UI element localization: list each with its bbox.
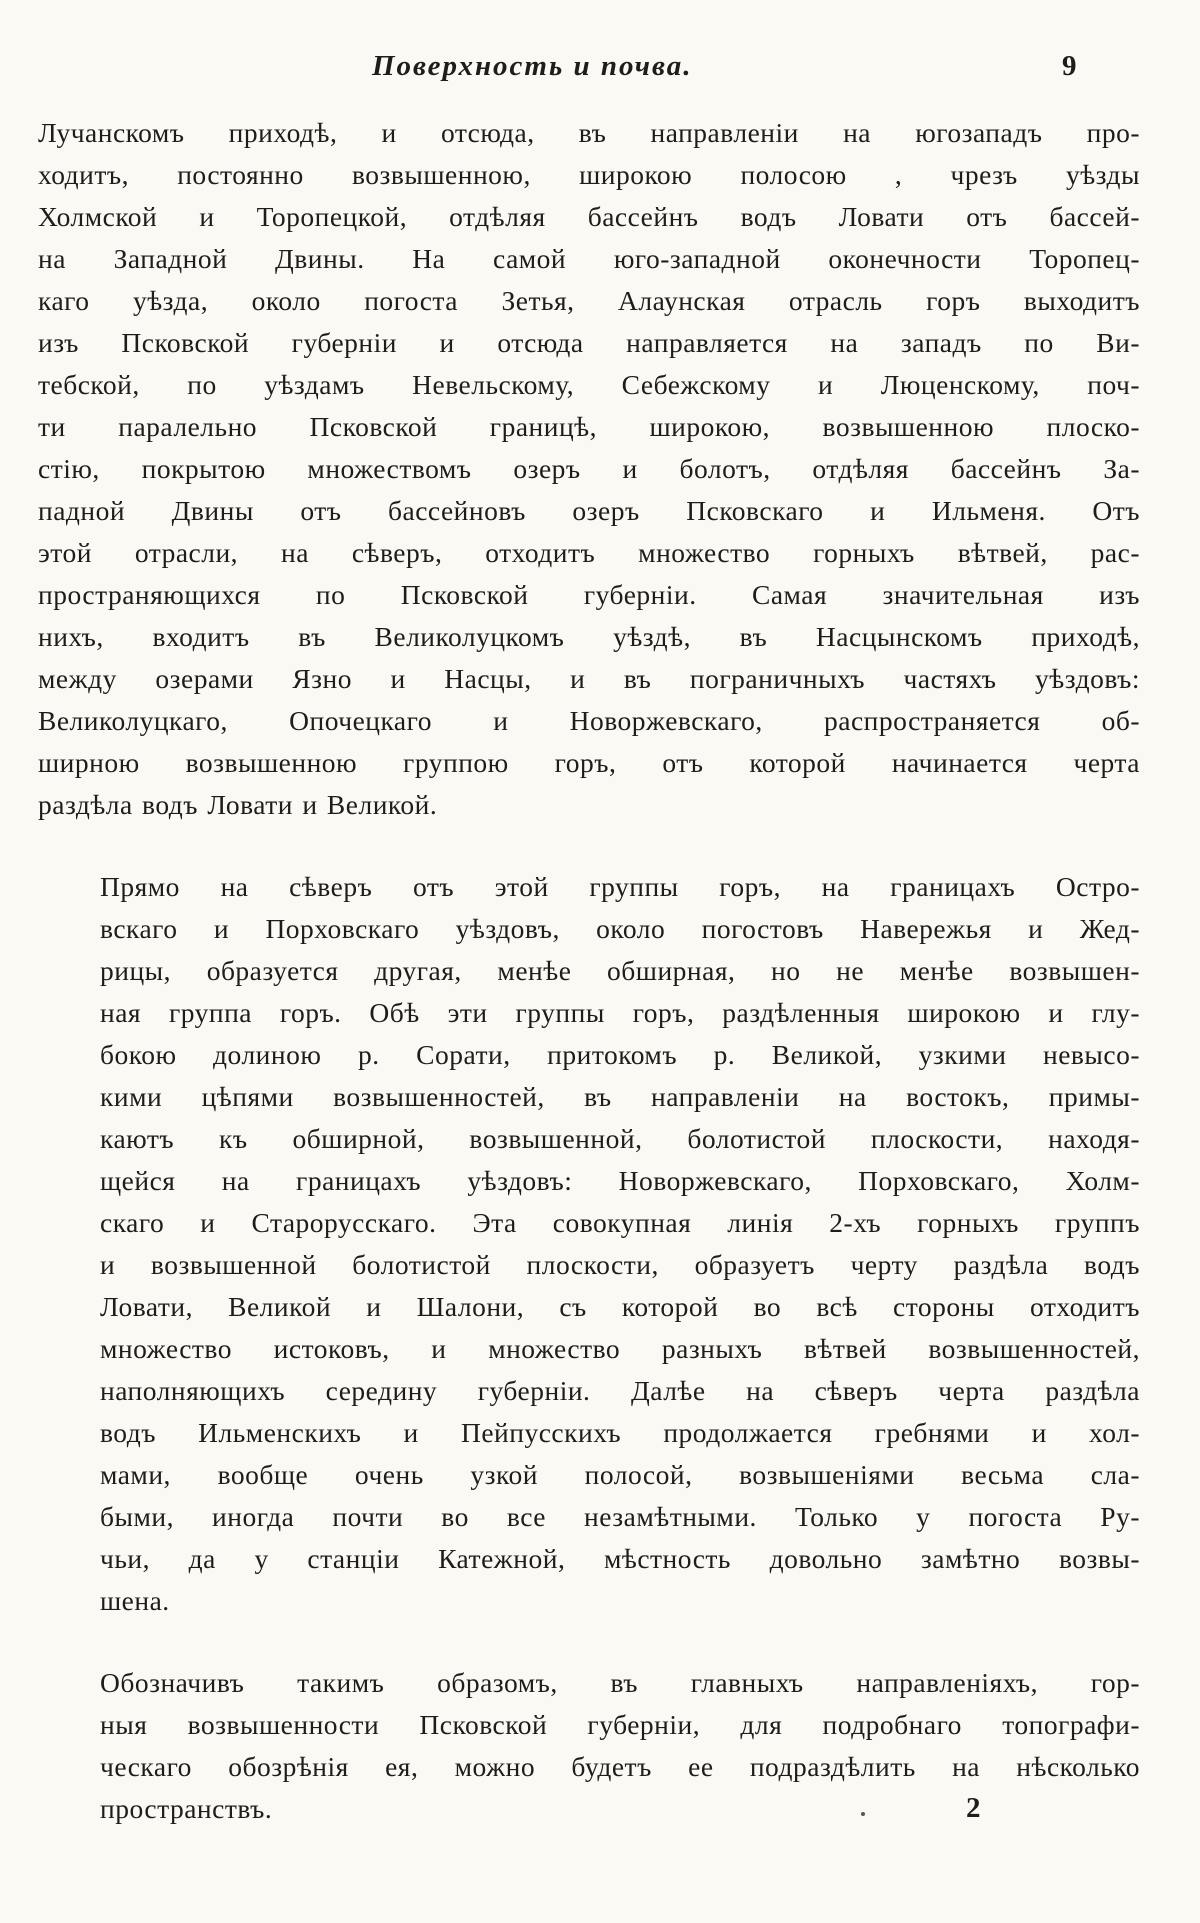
text-line: щейся на границахъ уѣздовъ: Новоржевскаго, Порховскаго, Холм-: [100, 1165, 1140, 1196]
text-line: падной Двины отъ бассейновъ озеръ Псковскаго и Ильменя. Отъ: [38, 495, 1140, 526]
text-line: Великолуцкаго, Опочецкаго и Новоржевскаго, распространяется об-: [38, 705, 1140, 736]
text-line: Холмской и Торопецкой, отдѣляя бассейнъ водъ Ловати отъ бассей-: [38, 201, 1140, 232]
text-line: между озерами Язно и Насцы, и въ пограничныхъ частяхъ уѣздовъ:: [38, 663, 1140, 694]
text-line: стію, покрытою множествомъ озеръ и болотъ, отдѣляя бассейнъ За-: [38, 453, 1140, 484]
text-line: наполняющихъ середину губерніи. Далѣе на сѣверъ черта раздѣла: [100, 1375, 1140, 1406]
text-line: изъ Псковской губерніи и отсюда направляется на западъ по Ви-: [38, 327, 1140, 358]
paragraph: [38, 866, 1140, 1622]
text-line: пространяющихся по Псковской губерніи. Самая значительная изъ: [38, 579, 1140, 610]
text-line: раздѣла водъ Ловати и Великой.: [38, 789, 438, 820]
text-line: ческаго обозрѣнія ея, можно будетъ ее подраздѣлить на нѣсколько: [100, 1751, 1140, 1782]
text-line: рицы, образуется другая, менѣе обширная, но не менѣе возвышен-: [100, 955, 1140, 986]
text-line: ходитъ, постоянно возвышенною, широкою полосою , чрезъ уѣзды: [38, 159, 1140, 190]
text-line: каго уѣзда, около погоста Зетья, Алаунская отрасль горъ выходитъ: [38, 285, 1140, 316]
text-line: каютъ къ обширной, возвышенной, болотистой плоскости, находя-: [100, 1123, 1140, 1154]
text-line: ныя возвышенности Псковской губерніи, для подробнаго топографи-: [100, 1709, 1140, 1740]
signature-mark: 2: [966, 1792, 981, 1824]
body-text: [38, 112, 1140, 1830]
text-line: ная группа горъ. Обѣ эти группы горъ, раздѣленныя широкою и глу-: [100, 997, 1140, 1028]
page-number: 9: [1062, 50, 1077, 82]
text-line: шена.: [100, 1585, 170, 1616]
text-line: водъ Ильменскихъ и Пейпусскихъ продолжается гребнями и хол-: [100, 1417, 1140, 1448]
text-line: нихъ, входитъ въ Великолуцкомъ уѣздѣ, въ Насцынскомъ приходѣ,: [38, 621, 1140, 652]
running-header: Поверхность и почва.: [372, 50, 693, 82]
text-line: ширною возвышенною группою горъ, отъ которой начинается черта: [38, 747, 1140, 778]
text-line: бокою долиною р. Сорати, притокомъ р. Великой, узкими невысо-: [100, 1039, 1140, 1070]
stray-dot: [861, 1812, 865, 1816]
text-line: быми, иногда почти во все незамѣтными. Только у погоста Ру-: [100, 1501, 1140, 1532]
text-line: мами, вообще очень узкой полосой, возвышеніями весьма сла-: [100, 1459, 1140, 1490]
text-line: тебской, по уѣздамъ Невельскому, Себежскому и Люценскому, поч-: [38, 369, 1140, 400]
text-line: скаго и Старорусскаго. Эта совокупная линія 2-хъ горныхъ группъ: [100, 1207, 1140, 1238]
text-line: множество истоковъ, и множество разныхъ вѣтвей возвышенностей,: [100, 1333, 1140, 1364]
text-line: и возвышенной болотистой плоскости, образуетъ черту раздѣла водъ: [100, 1249, 1140, 1280]
text-line: Лучанскомъ приходѣ, и отсюда, въ направленіи на югозападъ про-: [38, 117, 1140, 148]
text-line: Прямо на сѣверъ отъ этой группы горъ, на границахъ Остро-: [100, 871, 1140, 902]
text-line: чьи, да у станціи Катежной, мѣстность довольно замѣтно возвы-: [100, 1543, 1140, 1574]
text-line: вскаго и Порховскаго уѣздовъ, около погостовъ Навережья и Жед-: [100, 913, 1140, 944]
text-line: этой отрасли, на сѣверъ, отходитъ множество горныхъ вѣтвей, рас-: [38, 537, 1140, 568]
paragraph: [38, 112, 1140, 826]
text-line: кими цѣпями возвышенностей, въ направленіи на востокъ, примы-: [100, 1081, 1140, 1112]
text-line: Ловати, Великой и Шалони, съ которой во всѣ стороны отходитъ: [100, 1291, 1140, 1322]
text-line: пространствъ.: [100, 1793, 273, 1824]
text-line: Обозначивъ такимъ образомъ, въ главныхъ направленіяхъ, гор-: [100, 1667, 1140, 1698]
text-line: ти паралельно Псковской границѣ, широкою, возвышенною плоско-: [38, 411, 1140, 442]
text-line: на Западной Двины. На самой юго-западной оконечности Торопец-: [38, 243, 1140, 274]
